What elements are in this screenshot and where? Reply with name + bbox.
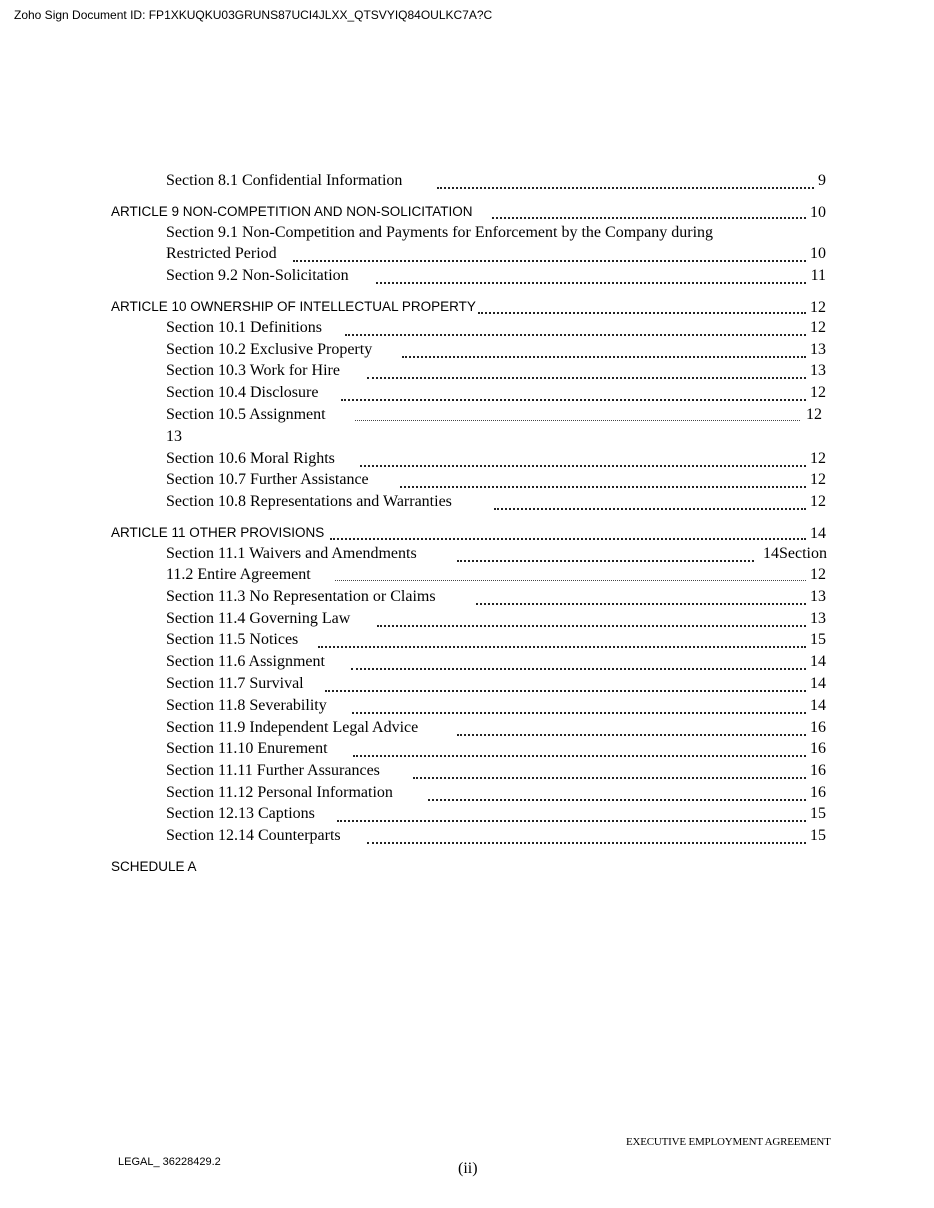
toc-entry-continued[interactable]: [0, 245, 934, 267]
dot-leader: [476, 603, 806, 605]
dot-leader: [345, 334, 806, 336]
toc-entry[interactable]: [0, 450, 934, 472]
toc-entry-continued: [0, 428, 934, 450]
toc-entry[interactable]: [0, 267, 934, 289]
toc-entry[interactable]: [0, 362, 934, 384]
toc-page-number: 12: [806, 406, 822, 423]
footer-page-number: (ii): [458, 1160, 478, 1177]
toc-entry[interactable]: [0, 341, 934, 363]
toc-page-number: 16: [810, 719, 826, 736]
toc-entry-label: Section 10.8 Representations and Warranties: [166, 493, 452, 510]
dot-leader: [367, 377, 806, 379]
toc-entry-label: Section 10.4 Disclosure: [166, 384, 319, 401]
toc-page-number: 12: [810, 471, 826, 488]
dot-leader: [377, 625, 806, 627]
toc-schedule[interactable]: [0, 859, 934, 881]
dot-leader: [330, 538, 806, 540]
document-id: Zoho Sign Document ID: FP1XKUQKU03GRUNS87UCI4JLXX_QTSVYIQ84OULKC7A?C: [14, 8, 493, 22]
toc-entry-label: Section 10.7 Further Assistance: [166, 471, 369, 488]
toc-page-number: 12: [810, 384, 826, 401]
dot-leader: [437, 187, 814, 189]
toc-page-number: 13: [810, 610, 826, 627]
toc-entry-label: Section 11.10 Enurement: [166, 740, 328, 757]
toc-entry[interactable]: [0, 675, 934, 697]
toc-page-number: 15: [810, 631, 826, 648]
toc-entry[interactable]: [0, 319, 934, 341]
footer-legal-id: LEGAL_ 36228429.2: [118, 1156, 221, 1168]
toc-page-number: 14: [810, 697, 826, 714]
toc-entry[interactable]: [0, 631, 934, 653]
toc-page-number: 13: [810, 362, 826, 379]
toc-page-number: 9: [818, 172, 826, 189]
dot-leader: [457, 734, 806, 736]
toc-entry-label: Section 12.13 Captions: [166, 805, 315, 822]
toc-entry[interactable]: [0, 172, 934, 194]
dot-leader: [360, 465, 806, 467]
toc-article-label: ARTICLE 9 NON-COMPETITION AND NON-SOLICITATION: [111, 204, 473, 219]
toc-entry[interactable]: [0, 827, 934, 849]
toc-page-number: 11: [810, 267, 826, 284]
toc-entry-label: Section 11.4 Governing Law: [166, 610, 351, 627]
footer-title: EXECUTIVE EMPLOYMENT AGREEMENT: [626, 1136, 831, 1148]
toc-page-number: 14: [810, 675, 826, 692]
toc-entry-label: 11.2 Entire Agreement: [166, 566, 311, 583]
toc-page-number: 15: [810, 827, 826, 844]
toc-article[interactable]: [0, 525, 934, 547]
toc-page-number: 12: [810, 566, 826, 583]
toc-page-number: 16: [810, 762, 826, 779]
toc-entry[interactable]: [0, 653, 934, 675]
toc-entry-label: Section 8.1 Confidential Information: [166, 172, 403, 189]
dot-leader: [457, 560, 754, 562]
toc-entry[interactable]: [0, 610, 934, 632]
toc-entry[interactable]: [0, 384, 934, 406]
toc-entry-label: Section 11.6 Assignment: [166, 653, 325, 670]
dot-leader: [494, 508, 806, 510]
dot-leader: [492, 217, 806, 219]
toc-entry-label: Section 11.8 Severability: [166, 697, 327, 714]
toc-page-number: 10: [810, 204, 826, 221]
toc-entry[interactable]: [0, 740, 934, 762]
toc-page-number: 16: [810, 784, 826, 801]
toc-entry-label: Section 10.2 Exclusive Property: [166, 341, 373, 358]
toc-article[interactable]: [0, 204, 934, 226]
toc-page-number: 13: [810, 588, 826, 605]
toc-entry[interactable]: [0, 784, 934, 806]
toc-entry[interactable]: [0, 471, 934, 493]
toc-entry-label: Section 12.14 Counterparts: [166, 827, 341, 844]
toc-entry[interactable]: [0, 588, 934, 610]
toc-entry-label: Section 10.5 Assignment: [166, 406, 326, 423]
toc-entry-label: Section 10.6 Moral Rights: [166, 450, 335, 467]
toc-page-number: 10: [810, 245, 826, 262]
dot-leader: [402, 356, 806, 358]
dot-leader: [341, 399, 806, 401]
toc-article-label: ARTICLE 11 OTHER PROVISIONS: [111, 525, 325, 540]
toc-page-number: 14: [810, 525, 826, 542]
toc-entry[interactable]: [0, 493, 934, 515]
toc-entry-label: Section 11.12 Personal Information: [166, 784, 393, 801]
dot-leader: [355, 420, 800, 421]
toc-entry-label: Section 10.3 Work for Hire: [166, 362, 340, 379]
dot-leader: [400, 486, 806, 488]
dot-leader: [376, 282, 806, 284]
toc-entry[interactable]: [0, 762, 934, 784]
toc-page-number: 16: [810, 740, 826, 757]
dot-leader: [352, 712, 806, 714]
toc-entry[interactable]: [0, 224, 934, 246]
toc-page-number: 12: [810, 450, 826, 467]
dot-leader: [413, 777, 806, 779]
dot-leader: [353, 755, 806, 757]
toc-page-number: 12: [810, 299, 826, 316]
toc-entry-label: Section 10.1 Definitions: [166, 319, 322, 336]
toc-entry-label: Section 11.11 Further Assurances: [166, 762, 380, 779]
toc-page-number: 15: [810, 805, 826, 822]
toc-entry-label: Section 11.9 Independent Legal Advice: [166, 719, 419, 736]
toc-entry-label: Section 9.2 Non-Solicitation: [166, 267, 349, 284]
toc-entry-label: Section 9.1 Non-Competition and Payments for Enforcement by the Company during: [166, 224, 714, 241]
dot-leader: [335, 580, 806, 581]
toc-article-label: ARTICLE 10 OWNERSHIP OF INTELLECTUAL PROPERTY: [111, 299, 476, 314]
toc-entry[interactable]: [0, 545, 934, 567]
toc-page-number: 12: [810, 493, 826, 510]
dot-leader: [318, 646, 806, 648]
dot-leader: [367, 842, 806, 844]
toc-entry-label: Section 11.7 Survival: [166, 675, 304, 692]
toc-entry-label: Restricted Period: [166, 245, 277, 262]
dot-leader: [337, 820, 806, 822]
toc-page-number-overflow: 13: [166, 428, 182, 445]
dot-leader: [351, 668, 806, 670]
toc-entry[interactable]: [0, 805, 934, 827]
dot-leader: [478, 312, 806, 314]
toc-entry[interactable]: [0, 697, 934, 719]
toc-page-number: 14: [810, 653, 826, 670]
toc-schedule-label: SCHEDULE A: [111, 859, 197, 874]
toc-entry[interactable]: [0, 719, 934, 741]
toc-page-number: 14Section: [763, 545, 827, 562]
toc-page-number: 13: [810, 341, 826, 358]
toc-entry-label: Section 11.5 Notices: [166, 631, 299, 648]
toc-entry[interactable]: [0, 406, 934, 428]
toc-article[interactable]: [0, 299, 934, 321]
dot-leader: [428, 799, 806, 801]
toc-entry-label: Section 11.1 Waivers and Amendments: [166, 545, 417, 562]
dot-leader: [325, 690, 806, 692]
toc-entry[interactable]: [0, 566, 934, 588]
toc-entry-label: Section 11.3 No Representation or Claims: [166, 588, 436, 605]
toc-page-number: 12: [810, 319, 826, 336]
dot-leader: [293, 260, 806, 262]
